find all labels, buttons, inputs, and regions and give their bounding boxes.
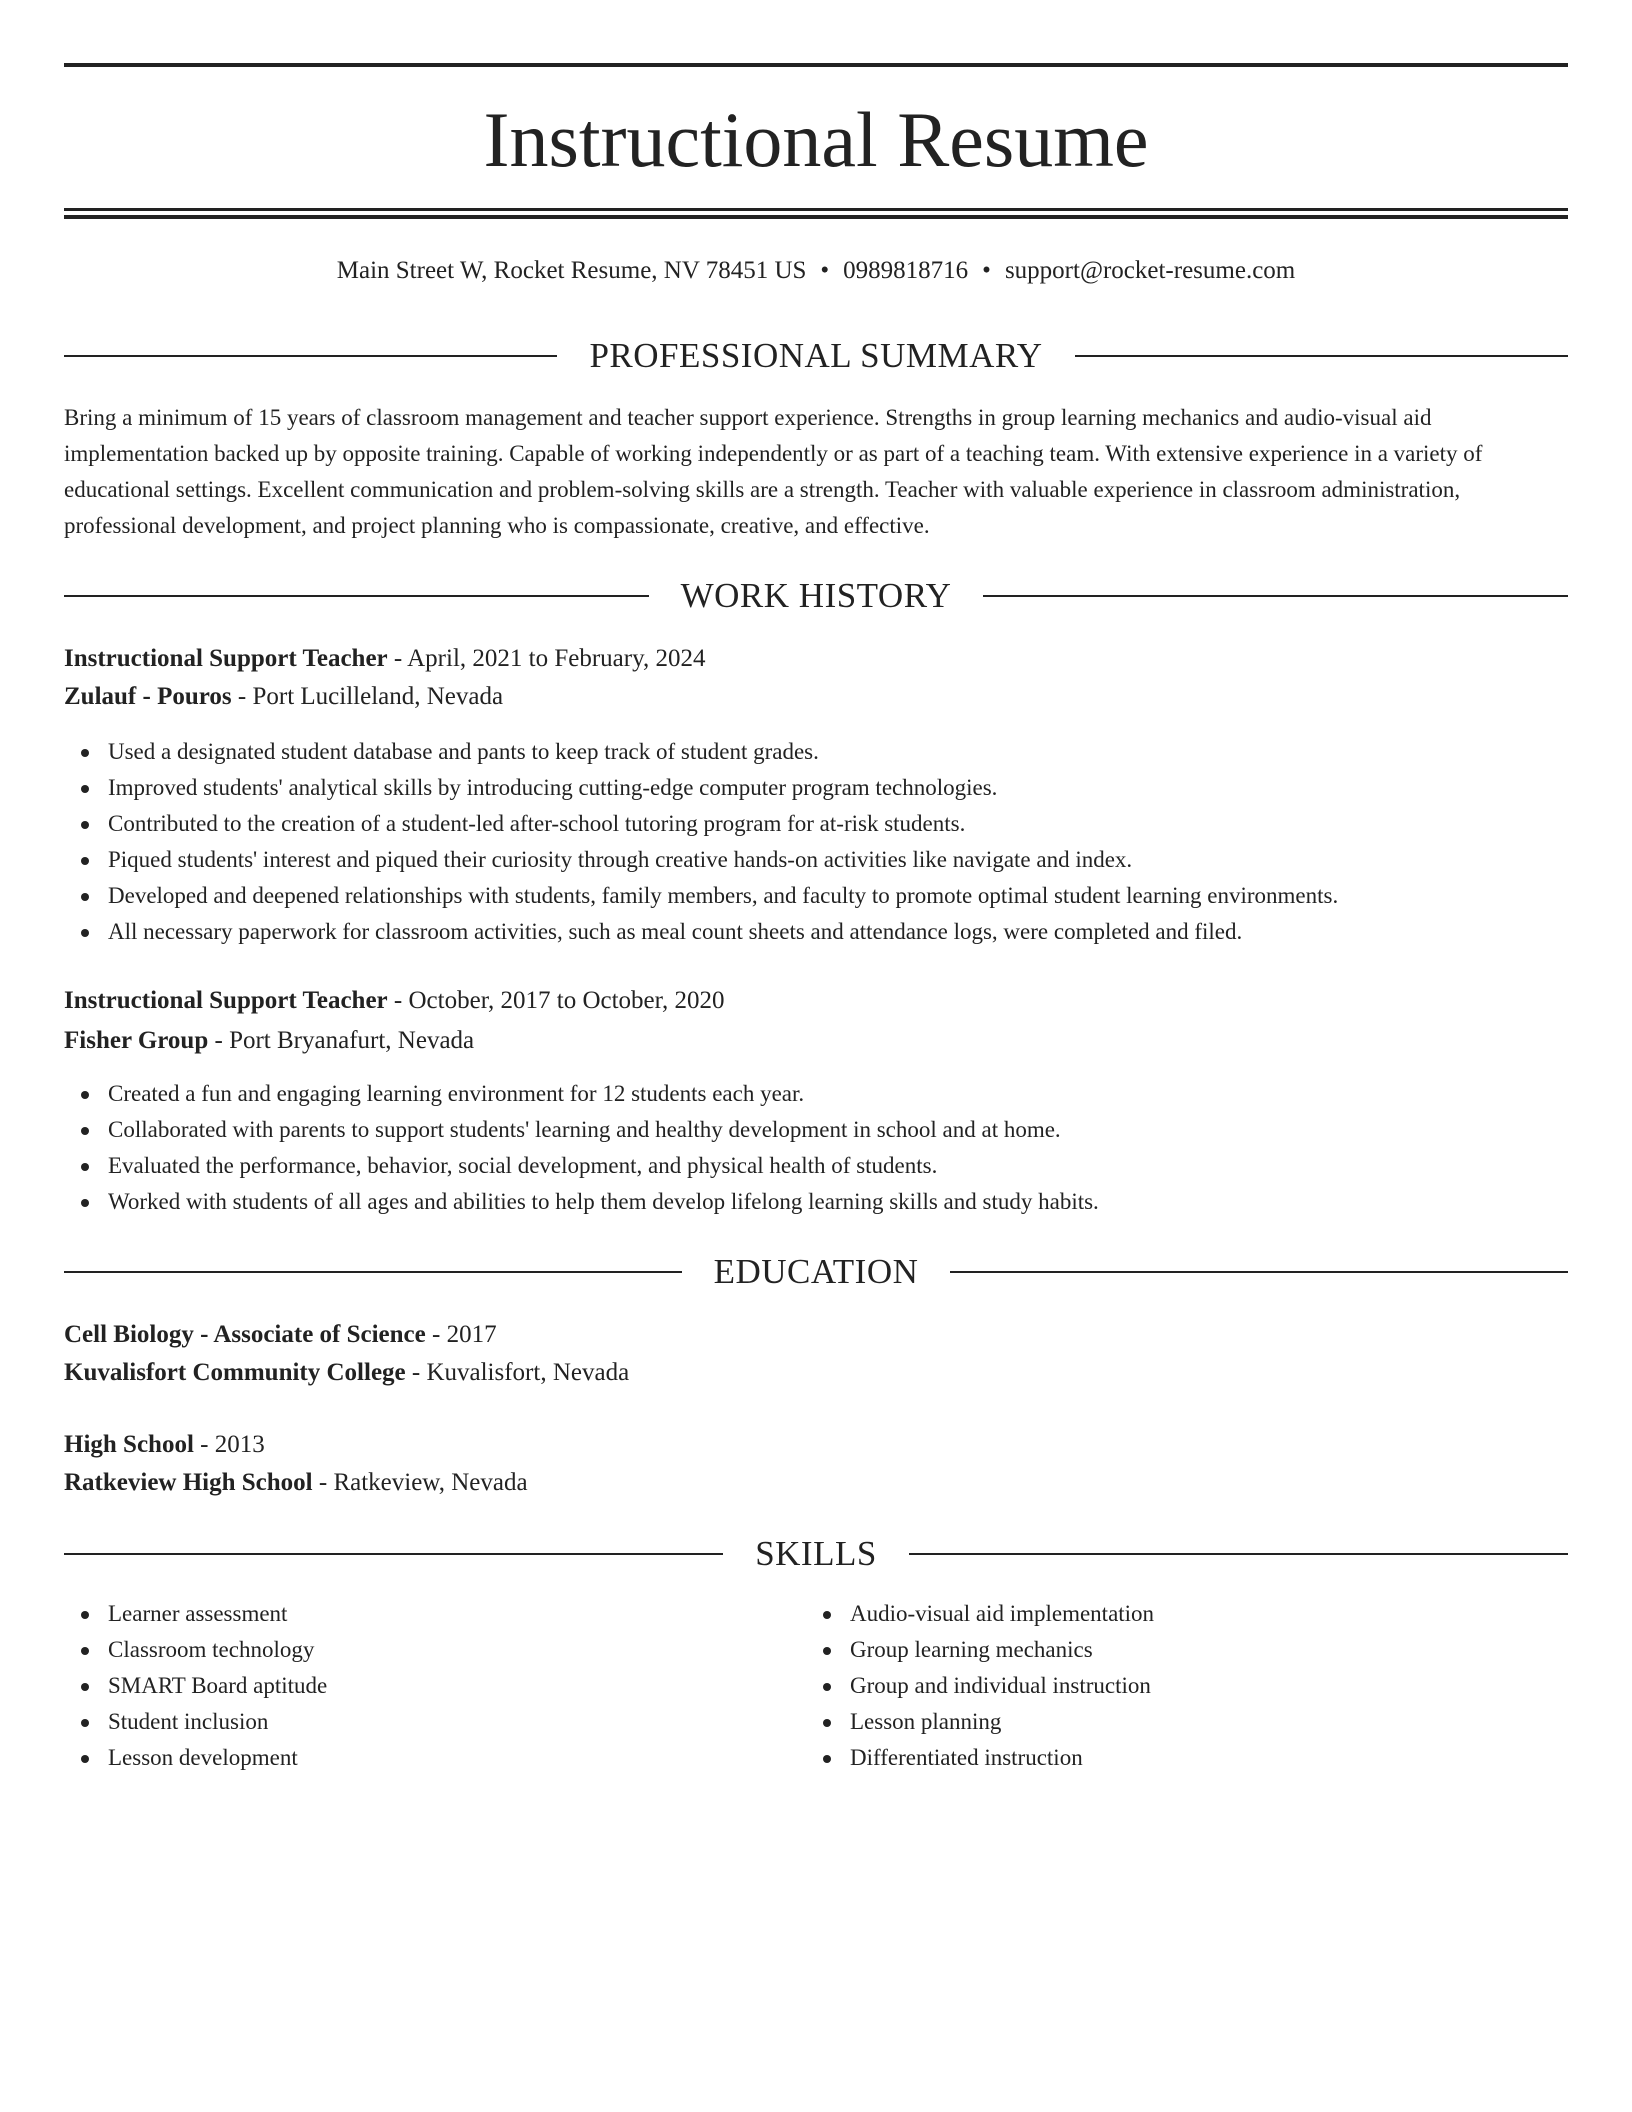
education-school: Kuvalisfort Community College: [64, 1359, 406, 1386]
section-rule: [64, 1553, 723, 1555]
job-bullet-list: [64, 734, 1568, 950]
section-heading-education: [64, 1250, 1568, 1294]
list-item: SMART Board aptitude: [64, 1668, 1568, 1704]
job-title-line: [64, 641, 1568, 677]
header-top-rule: [64, 63, 1568, 67]
job-bullet-list: [64, 1076, 1568, 1220]
list-item: Worked with students of all ages and abilities to help them develop lifelong learning skills and study habits.: [64, 1184, 1568, 1220]
job-employer-line: [64, 1023, 1568, 1059]
education-field: Cell Biology: [64, 1321, 194, 1348]
header-bottom-rule: [64, 208, 1568, 211]
job-title: Instructional Support Teacher: [64, 645, 388, 672]
section-heading-work: [64, 574, 1568, 618]
page-title: Instructional Resume: [483, 96, 1149, 183]
list-item: Piqued students' interest and piqued their curiosity through creative hands-on activities like navigate and index.: [64, 842, 1568, 878]
section-rule: [1075, 355, 1568, 357]
list-item: Evaluated the performance, behavior, social development, and physical health of students.: [64, 1148, 1568, 1184]
list-item: Student inclusion: [64, 1704, 1568, 1740]
section-title: SKILLS: [755, 1534, 877, 1573]
list-item: Differentiated instruction: [806, 1740, 1632, 1776]
list-item: Classroom technology: [64, 1632, 1568, 1668]
job-title-line: [64, 983, 1568, 1019]
education-school-line: [64, 1465, 1568, 1501]
job-title: Instructional Support Teacher: [64, 987, 388, 1014]
header-bottom-rule-second: [64, 215, 1568, 219]
section-title: EDUCATION: [713, 1252, 919, 1291]
list-item: Lesson development: [64, 1740, 1568, 1776]
job-employer-line: [64, 679, 1568, 715]
job-dates: - April, 2021 to February, 2024: [387, 645, 706, 672]
contact-email: support@rocket-resume.com: [1004, 257, 1296, 284]
list-item: Group and individual instruction: [806, 1668, 1632, 1704]
list-item: Developed and deepened relationships with students, family members, and faculty to promote optimal student learning environments.: [64, 878, 1568, 914]
job-location: - Port Bryanafurt, Nevada: [208, 1027, 475, 1054]
section-title: PROFESSIONAL SUMMARY: [589, 336, 1043, 375]
list-item: All necessary paperwork for classroom activities, such as meal count sheets and attendance logs, were completed and filed.: [64, 914, 1568, 950]
education-school: Ratkeview High School: [64, 1469, 313, 1496]
education-degree-line: [64, 1427, 1568, 1463]
list-item: Used a designated student database and pants to keep track of student grades.: [64, 734, 1568, 770]
section-rule: [64, 595, 649, 597]
education-location: - Kuvalisfort, Nevada: [405, 1359, 630, 1386]
education-year: - 2017: [425, 1321, 497, 1348]
section-title: WORK HISTORY: [680, 576, 952, 615]
list-item: Created a fun and engaging learning environment for 12 students each year.: [64, 1076, 1568, 1112]
contact-separator: •: [982, 257, 991, 284]
education-degree: Associate of Science: [213, 1321, 426, 1348]
contact-line: [64, 254, 1568, 288]
section-heading-skills: [64, 1532, 1568, 1576]
section-rule: [950, 1271, 1568, 1273]
section-rule: [64, 1271, 682, 1273]
job-employer: Fisher Group: [64, 1027, 209, 1054]
education-field: High School: [64, 1431, 194, 1458]
section-rule: [983, 595, 1568, 597]
job-employer: Zulauf - Pouros: [64, 683, 232, 710]
section-heading-summary: [64, 334, 1568, 378]
job-dates: - October, 2017 to October, 2020: [387, 987, 725, 1014]
education-year: - 2013: [193, 1431, 265, 1458]
summary-paragraph: Bring a minimum of 15 years of classroom management and teacher support experience. Strengths in group learning mechanics and audio-visual aid implementation backed up by opposite training. Capable of working independently or as part of a teaching team. With extensive experience in a variety of educational settings. Excellent communication and problem-solving skills are a strength. Teacher with valuable experience in classroom administration, professional development, and project planning who is compassionate, creative, and effective.: [64, 405, 1483, 538]
list-item: Group learning mechanics: [806, 1632, 1632, 1668]
list-item: Collaborated with parents to support students' learning and healthy development in school and at home.: [64, 1112, 1568, 1148]
section-rule: [64, 355, 557, 357]
list-item: Learner assessment: [64, 1596, 1568, 1632]
contact-address: Main Street W, Rocket Resume, NV 78451 US: [336, 257, 807, 284]
job-location: - Port Lucilleland, Nevada: [231, 683, 504, 710]
list-item: Audio-visual aid implementation: [806, 1596, 1632, 1632]
list-item: Improved students' analytical skills by introducing cutting-edge computer program technologies.: [64, 770, 1568, 806]
list-item: Lesson planning: [806, 1704, 1632, 1740]
education-school-line: [64, 1355, 1568, 1391]
list-item: Contributed to the creation of a student-led after-school tutoring program for at-risk students.: [64, 806, 1568, 842]
skills-list-right: [806, 1596, 1632, 1776]
contact-phone: 0989818716: [843, 257, 969, 284]
section-rule: [909, 1553, 1568, 1555]
education-location: - Ratkeview, Nevada: [312, 1469, 528, 1496]
contact-separator: •: [820, 257, 830, 284]
education-degree-line: [64, 1317, 1568, 1353]
education-degree-separator: -: [193, 1321, 214, 1348]
